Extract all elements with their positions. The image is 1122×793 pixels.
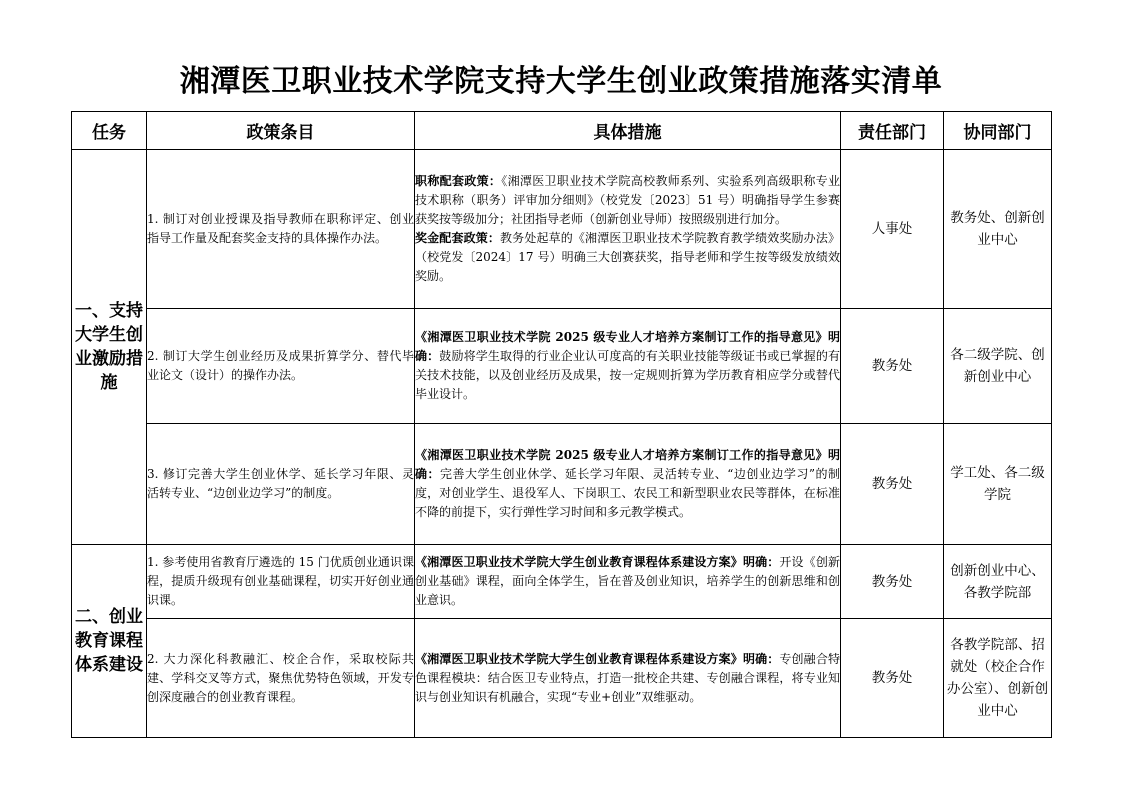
responsible-dept: 教务处 bbox=[841, 545, 944, 619]
header-item: 政策条目 bbox=[147, 112, 415, 150]
table-row bbox=[72, 150, 1052, 309]
policy-item: 2. 制订大学生创业经历及成果折算学分、替代毕业论文（设计）的操作办法。 bbox=[147, 309, 415, 424]
responsible-dept: 教务处 bbox=[841, 309, 944, 424]
task-cell: 一、支持大学生创业激励措施 bbox=[72, 150, 147, 545]
measure-cell bbox=[415, 424, 841, 545]
measure-cell bbox=[415, 150, 841, 309]
cooperating-dept: 创新创业中心、各教学院部 bbox=[944, 545, 1052, 619]
measure-cell bbox=[415, 545, 841, 619]
header-codept: 协同部门 bbox=[944, 112, 1052, 150]
measure-text: 教务处起草的《湘潭医卫职业技术学院教育教学绩效奖励办法》（校党发〔2024〕17 号）明确三大创赛获奖，指导老师和学生按等级发放绩效奖励。 bbox=[415, 231, 840, 283]
responsible-dept: 教务处 bbox=[841, 619, 944, 738]
measure-label: 《湘潭医卫职业技术学院大学生创业教育课程体系建设方案》明确： bbox=[415, 555, 780, 569]
page-title: 湘潭医卫职业技术学院支持大学生创业政策措施落实清单 bbox=[179, 64, 943, 99]
measure-text: 专创融合特色课程模块：结合医卫专业特点，打造一批校企共建、专创融合课程，将专业知识与创业知识有机融合，实现“专业+创业”双维驱动。 bbox=[415, 651, 840, 704]
measure-label: 奖金配套政策： bbox=[415, 231, 501, 245]
cooperating-dept: 学工处、各二级学院 bbox=[944, 424, 1052, 545]
policy-item: 1. 参考使用省教育厅遴选的 15 门优质创业通识课程，提质升级现有创业基础课程，切实开好创业通识课。 bbox=[147, 545, 415, 619]
measure-label: 《湘潭医卫职业技术学院 2025 级专业人才培养方案制订工作的指导意见》明确： bbox=[415, 330, 840, 363]
responsible-dept: 教务处 bbox=[841, 424, 944, 545]
measure-label: 《湘潭医卫职业技术学院大学生创业教育课程体系建设方案》明确： bbox=[415, 651, 780, 666]
header-task: 任务 bbox=[72, 112, 147, 150]
policy-item: 2. 大力深化科教融汇、校企合作，采取校际共建、学科交叉等方式，聚焦优势特色领域，开发专创深度融合的创业教育课程。 bbox=[147, 619, 415, 738]
header-measure: 具体措施 bbox=[415, 112, 841, 150]
measure-cell bbox=[415, 619, 841, 738]
policy-table bbox=[71, 111, 1052, 738]
responsible-dept: 人事处 bbox=[841, 150, 944, 309]
measure-label: 职称配套政策： bbox=[415, 174, 502, 188]
measure-text: 《湘潭医卫职业技术学院高校教师系列、实验系列高级职称专业技术职称（职务）评审加分细则》（校党发〔2023〕51 号）明确指导学生参赛获奖按等级加分；社团指导老师（创新创业导师）按照级别进行加分。 bbox=[415, 174, 840, 226]
table-row bbox=[72, 309, 1052, 424]
table-row bbox=[72, 424, 1052, 545]
table-row bbox=[72, 619, 1052, 738]
cooperating-dept: 各二级学院、创新创业中心 bbox=[944, 309, 1052, 424]
table-row bbox=[72, 545, 1052, 619]
measure-text: 鼓励将学生取得的行业企业认可度高的有关职业技能等级证书或已掌握的有关技术技能，以及创业经历及成果，按一定规则折算为学历教育相应学分或替代毕业设计。 bbox=[415, 349, 840, 401]
measure-text: 完善大学生创业休学、延长学习年限、灵活转专业、“边创业边学习”的制度，对创业学生、退役军人、下岗职工、农民工和新型职业农民等群体，在标准不降的前提下，实行弹性学习时间和多元教学模式。 bbox=[415, 467, 840, 519]
cooperating-dept: 教务处、创新创业中心 bbox=[944, 150, 1052, 309]
cooperating-dept: 各教学院部、招就处（校企合作办公室）、创新创业中心 bbox=[944, 619, 1052, 738]
header-row bbox=[72, 112, 1052, 150]
header-dept: 责任部门 bbox=[841, 112, 944, 150]
policy-item: 3. 修订完善大学生创业休学、延长学习年限、灵活转专业、“边创业边学习”的制度。 bbox=[147, 424, 415, 545]
measure-text: 开设《创新创业基础》课程，面向全体学生，旨在普及创业知识，培养学生的创新思维和创业意识。 bbox=[415, 555, 840, 607]
task-cell: 二、创业教育课程体系建设 bbox=[72, 545, 147, 738]
policy-item: 1. 制订对创业授课及指导教师在职称评定、创业指导工作量及配套奖金支持的具体操作办法。 bbox=[147, 150, 415, 309]
measure-label: 《湘潭医卫职业技术学院 2025 级专业人才培养方案制订工作的指导意见》明确： bbox=[415, 448, 840, 481]
measure-cell bbox=[415, 309, 841, 424]
